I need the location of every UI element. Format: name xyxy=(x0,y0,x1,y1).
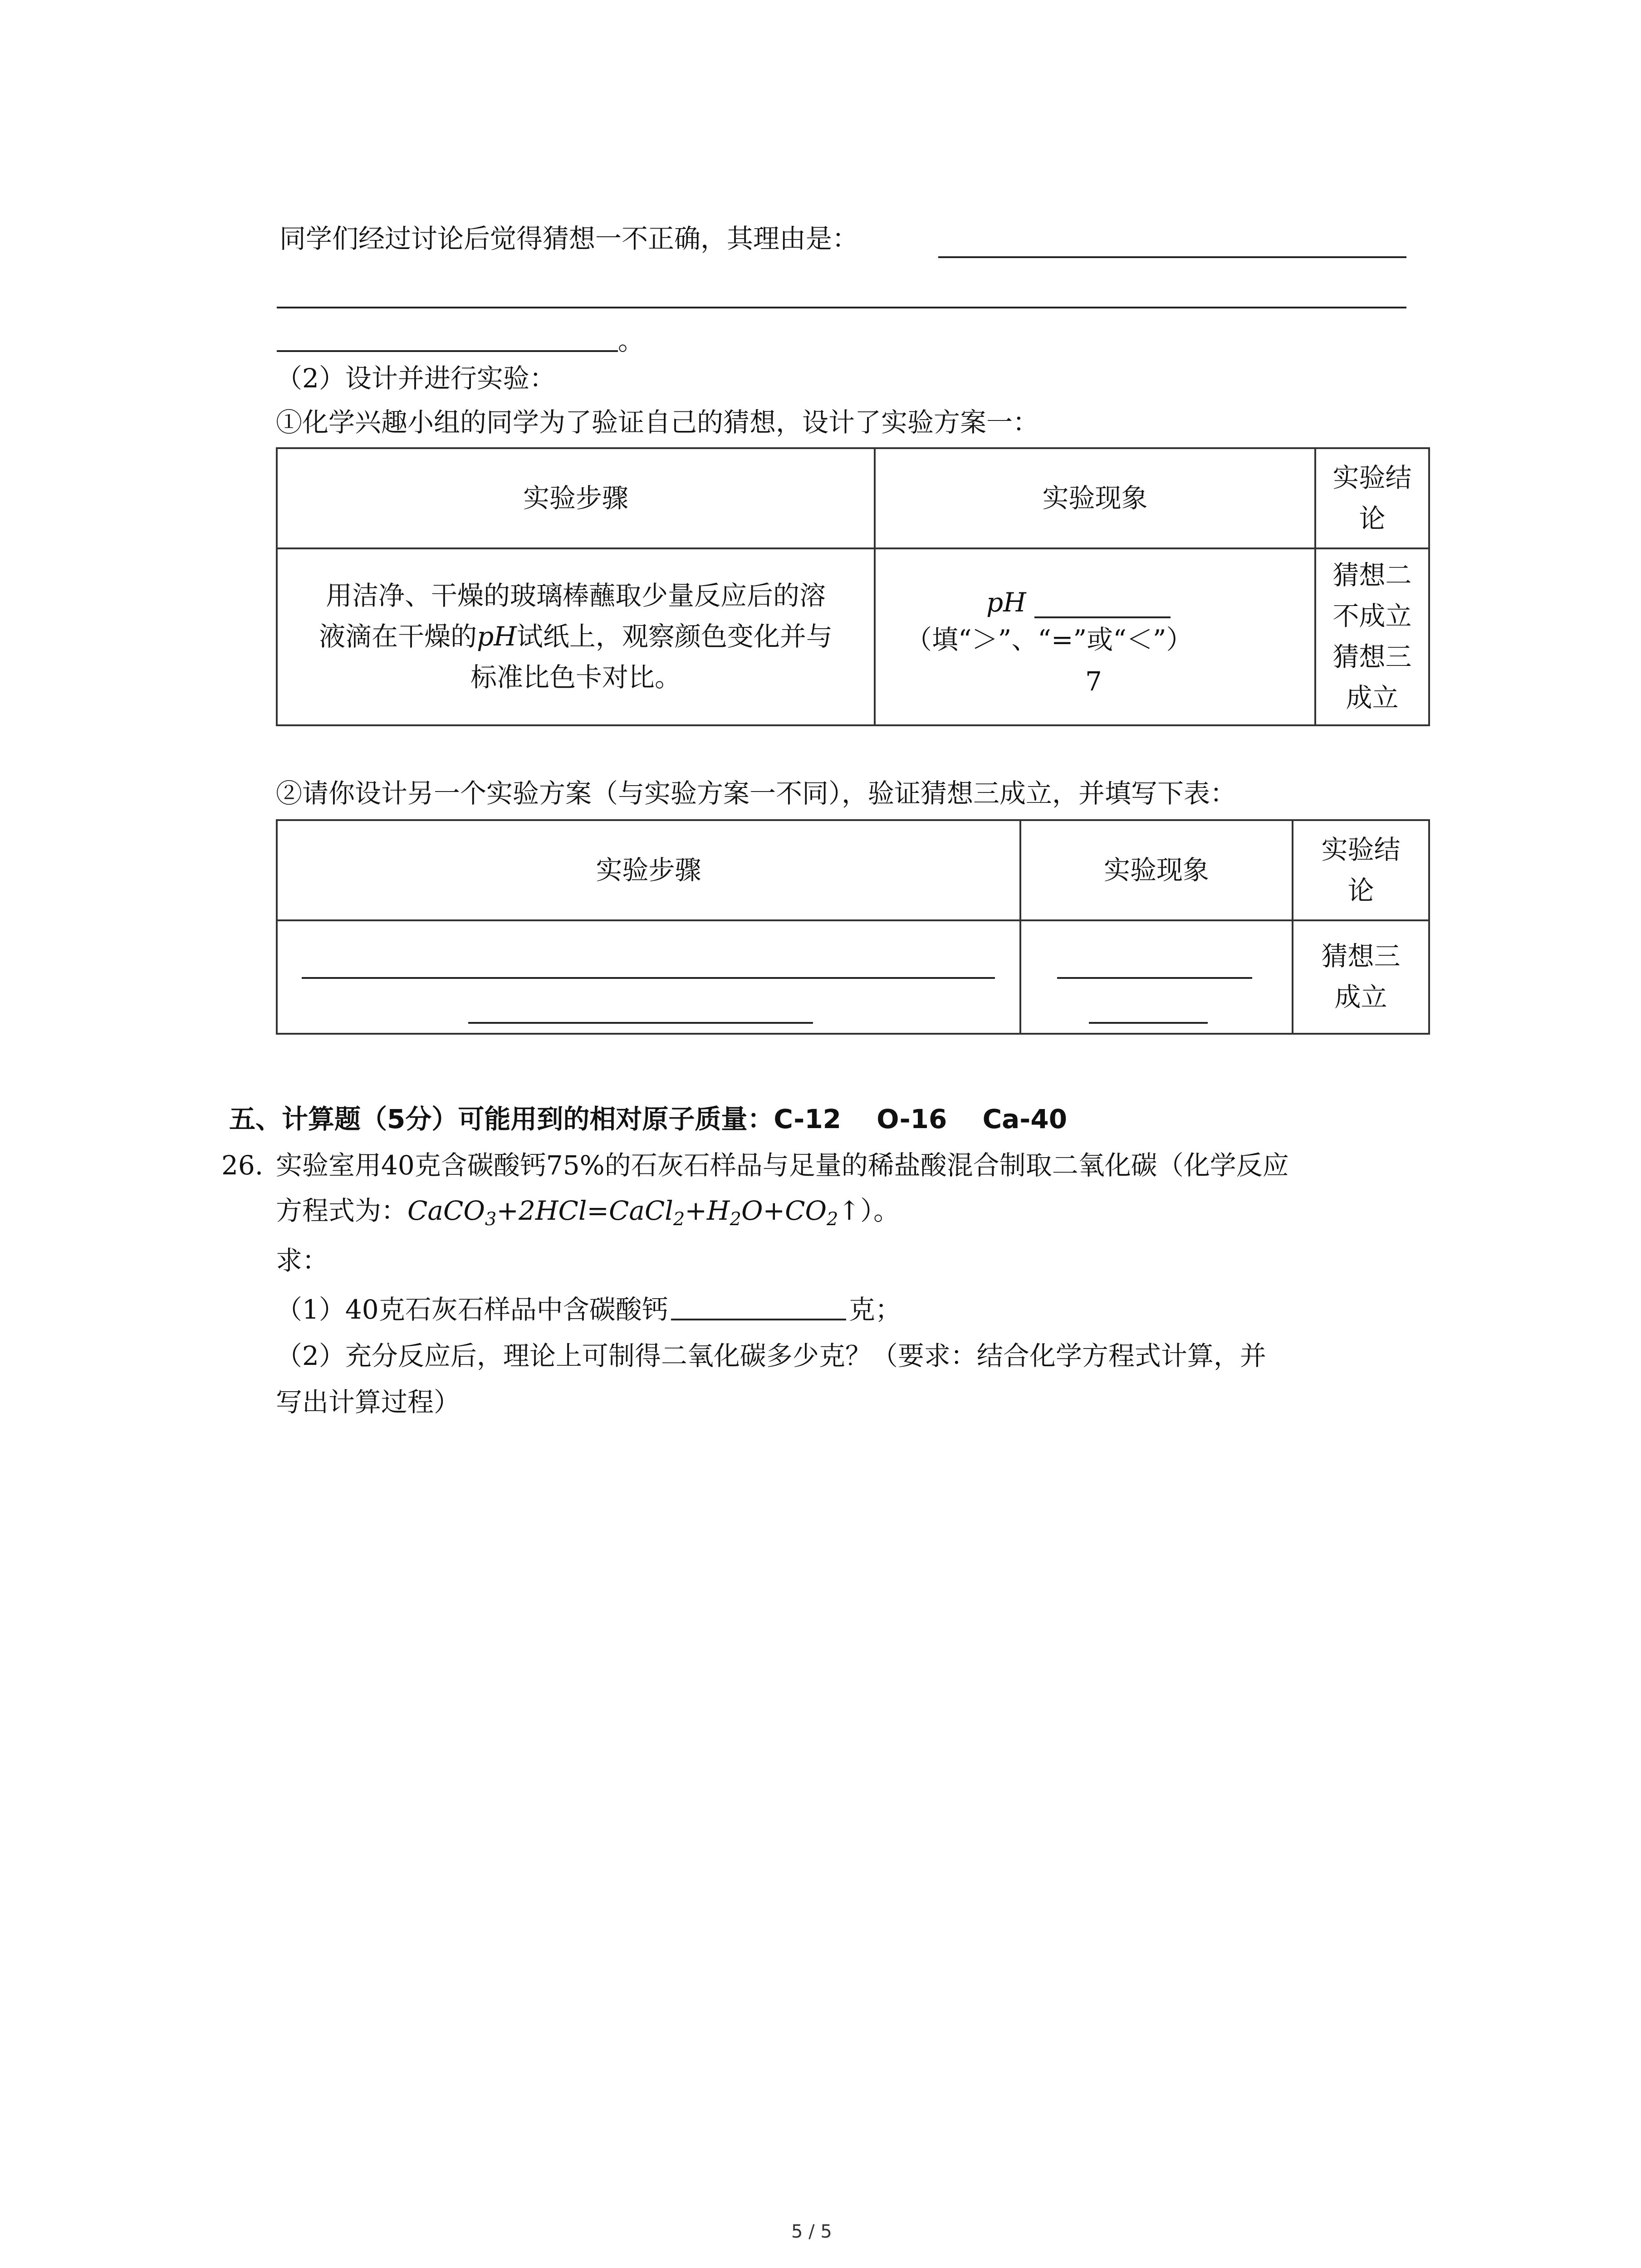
page-number: 5 / 5 xyxy=(791,2221,832,2242)
table2-conclusion-cell: 猜想三 成立 xyxy=(1321,941,1401,1012)
reason-blank-2[interactable] xyxy=(277,307,1406,308)
section5-title: 五、计算题（5分）可能用到的相对原子质量：C-12 O-16 Ca-40 xyxy=(229,1104,1068,1134)
table2-phenomenon-blank-1[interactable] xyxy=(1057,977,1252,979)
q26-ask: 求： xyxy=(276,1245,329,1276)
q26-sub1-blank[interactable] xyxy=(671,1297,846,1320)
reason-blank-3[interactable] xyxy=(277,350,618,352)
plan2-intro: ②请你设计另一个实验方案（与实验方案一不同），验证猜想三成立，并填写下表： xyxy=(276,778,1237,809)
ph-label: pH xyxy=(986,587,1026,618)
table1-header-phenomenon: 实验现象 xyxy=(1042,482,1148,513)
table2-header-steps: 实验步骤 xyxy=(596,854,701,885)
table1-header-conclusion: 实验结 论 xyxy=(1332,462,1412,534)
ph-value: 7 xyxy=(1085,666,1102,697)
table1-header-steps: 实验步骤 xyxy=(523,482,628,513)
q26-line1: 实验室用40克含碳酸钙75%的石灰石样品与足量的稀盐酸混合制取二氧化碳（化学反应 xyxy=(276,1150,1289,1181)
table2-row-divider xyxy=(276,919,1430,921)
q26-sub1: （1）40克石灰石样品中含碳酸钙 克； xyxy=(276,1294,901,1325)
table1-conclusion-cell: 猜想二 不成立 猜想三 成立 xyxy=(1332,560,1412,713)
q26-sub2-line1: （2）充分反应后，理论上可制得二氧化碳多少克？（要求：结合化学方程式计算，并 xyxy=(276,1340,1266,1371)
reason-blank-1[interactable] xyxy=(938,256,1406,258)
table2-step-blank-2[interactable] xyxy=(468,1022,813,1024)
table2-phenomenon-blank-2[interactable] xyxy=(1089,1022,1208,1024)
reason-end: 。 xyxy=(618,325,645,356)
table2-header-conclusion: 实验结 论 xyxy=(1321,834,1401,906)
ph-fill-hint: （填“＞”、“=”或“＜”） xyxy=(906,624,1193,655)
reason-prompt: 同学们经过讨论后觉得猜想一不正确，其理由是： xyxy=(279,223,859,254)
ph-answer-blank[interactable] xyxy=(1034,616,1171,618)
table1-phenomenon-cell xyxy=(876,549,1314,724)
table2-step-blank-1[interactable] xyxy=(302,977,995,979)
q26-line2: 方程式为：$CaCO_3+2HCl=CaCl_2+H_2O+CO_2↑$）。 xyxy=(276,1195,900,1230)
part2-label: （2）设计并进行实验： xyxy=(276,363,556,394)
q26-number: 26. xyxy=(221,1150,264,1181)
q26-sub2-line2: 写出计算过程） xyxy=(276,1387,460,1418)
q26-equation: $CaCO_3+2HCl=CaCl_2+H_2O+CO_2$ xyxy=(407,1195,838,1230)
table2-header-phenomenon: 实验现象 xyxy=(1103,854,1209,885)
table1-step-cell: 用洁净、干燥的玻璃棒蘸取少量反应后的溶 液滴在干燥的pH试纸上，观察颜色变化并与 标准比色卡对比。 xyxy=(319,580,833,693)
plan1-intro: ①化学兴趣小组的同学为了验证自己的猜想，设计了实验方案一： xyxy=(276,407,1039,438)
